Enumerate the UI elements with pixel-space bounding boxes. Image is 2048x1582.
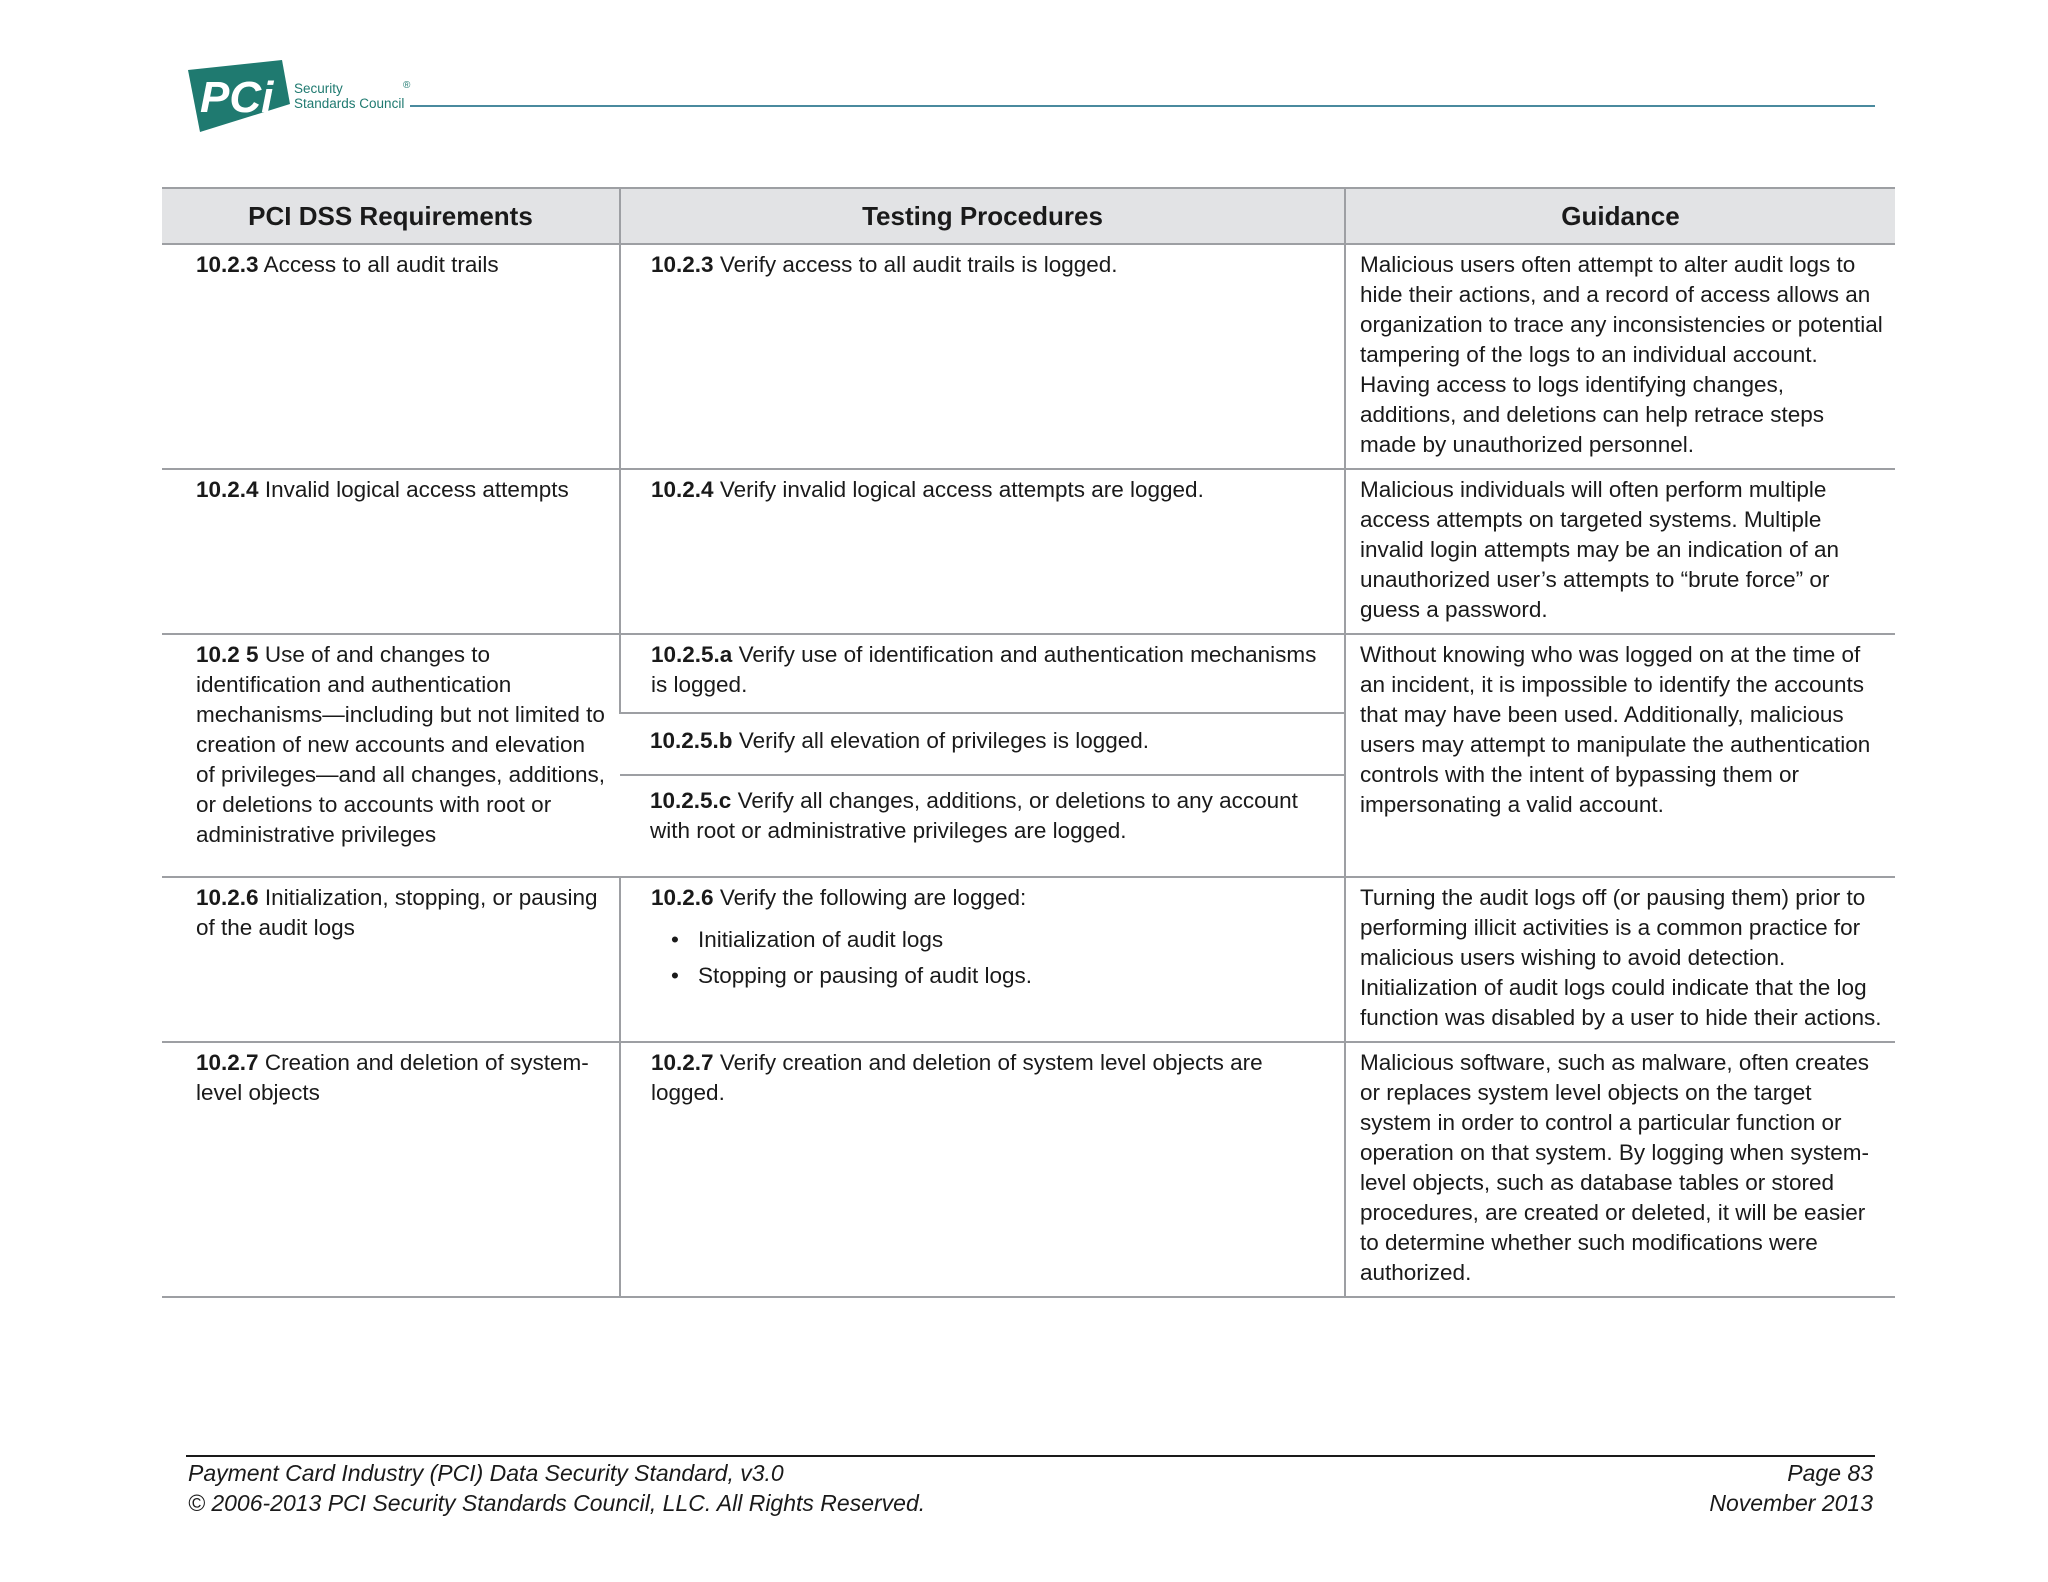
procedure-text: Verify all changes, additions, or deletions to any account with root or administrative privileges are logged. [650,788,1298,843]
procedure-number: 10.2.4 [651,477,714,502]
procedure-text: Verify access to all audit trails is logged. [713,252,1118,277]
requirement-cell [162,244,620,469]
guidance-cell: Malicious software, such as malware, often creates or replaces system level objects on the target system in order to control a particular function or operation on that system. By logging when system-level objects, such as database tables or stored procedures, are created or deleted, it will be easier to determine whether such modifications were authorized. [1345,1042,1895,1297]
procedure-cell [620,877,1345,1042]
footer-rule [186,1455,1875,1457]
procedure-cell [620,244,1345,469]
procedure-number: 10.2.5.b [650,728,733,753]
requirement-number: 10.2.6 [196,885,259,910]
footer-copyright: © 2006-2013 PCI Security Standards Council, LLC. All Rights Reserved. [188,1490,926,1516]
logo-subtitle-council: Standards Council [294,96,405,111]
table-row [162,469,1895,634]
footer-page-number: Page 83 [1787,1460,1873,1486]
guidance-cell: Malicious individuals will often perform multiple access attempts on targeted systems. Multiple invalid login attempts may be an indication of an unauthorized user’s attempts to “brute force” or guess a password. [1345,469,1895,634]
procedure-text: Verify the following are logged: [713,885,1027,910]
procedure-number: 10.2.6 [651,885,714,910]
column-header-testing-procedures: Testing Procedures [620,188,1345,244]
procedure-text: Verify creation and deletion of system level objects are logged. [651,1050,1263,1105]
logo-subtitle-security: Security [294,81,343,96]
requirement-cell [162,877,620,1042]
header-rule [410,105,1875,107]
requirement-text: Access to all audit trails [258,252,499,277]
list-item: • Stopping or pausing of audit logs. [698,961,1332,991]
procedure-bullet-list [651,925,1332,991]
requirement-text: Initialization, stopping, or pausing of the audit logs [196,885,598,940]
requirement-text: Creation and deletion of system-level objects [196,1050,589,1105]
requirement-number: 10.2.4 [196,477,259,502]
table-row [162,244,1895,469]
footer-date: November 2013 [1709,1490,1873,1516]
guidance-cell: Turning the audit logs off (or pausing them) prior to performing illicit activities is a common practice for malicious users wishing to avoid detection. Initialization of audit logs could indicate that the log function was disabled by a user to hide their actions. [1345,877,1895,1042]
requirement-text: Use of and changes to identification and authentication mechanisms—including but not limited to creation of new accounts and elevation of privileges—and all changes, additions, or deletions to accounts with root or administrative privileges [196,642,605,847]
requirements-table [162,187,1895,1298]
logo-mark-text: PCi [200,73,274,122]
procedure-cell [620,469,1345,634]
procedure-number: 10.2.5.a [651,642,733,667]
procedure-number: 10.2.3 [651,252,714,277]
table-row [162,1042,1895,1297]
requirement-cell [162,634,620,877]
procedure-text: Verify use of identification and authentication mechanisms is logged. [651,642,1317,697]
pci-logo [186,60,414,132]
logo-registered-mark: ® [403,80,411,91]
procedure-cell [620,775,1345,877]
requirement-cell [162,469,620,634]
list-item: • Initialization of audit logs [698,925,1332,955]
requirement-number: 10.2 5 [196,642,259,667]
requirement-number: 10.2.3 [196,252,259,277]
procedure-number: 10.2.5.c [650,788,732,813]
procedure-cell [620,713,1345,775]
procedure-text: Verify all elevation of privileges is logged. [732,728,1150,753]
table-row [162,634,1895,713]
requirement-number: 10.2.7 [196,1050,259,1075]
column-header-requirements: PCI DSS Requirements [162,188,620,244]
procedure-cell [620,1042,1345,1297]
column-header-guidance: Guidance [1345,188,1895,244]
guidance-cell: Malicious users often attempt to alter audit logs to hide their actions, and a record of access allows an organization to trace any inconsistencies or potential tampering of the logs to an individual account. Having access to logs identifying changes, additions, and deletions can help retrace steps made by unauthorized personnel. [1345,244,1895,469]
procedure-cell [620,634,1345,713]
procedure-text: Verify invalid logical access attempts are logged. [713,477,1204,502]
table-header-row [162,188,1895,244]
table-row [162,877,1895,1042]
footer-document-title: Payment Card Industry (PCI) Data Security Standard, v3.0 [188,1460,784,1486]
requirement-text: Invalid logical access attempts [258,477,569,502]
procedure-number: 10.2.7 [651,1050,714,1075]
requirement-cell [162,1042,620,1297]
guidance-cell: Without knowing who was logged on at the time of an incident, it is impossible to identify the accounts that may have been used. Additionally, malicious users may attempt to manipulate the authentication controls with the intent of bypassing them or impersonating a valid account. [1345,634,1895,877]
